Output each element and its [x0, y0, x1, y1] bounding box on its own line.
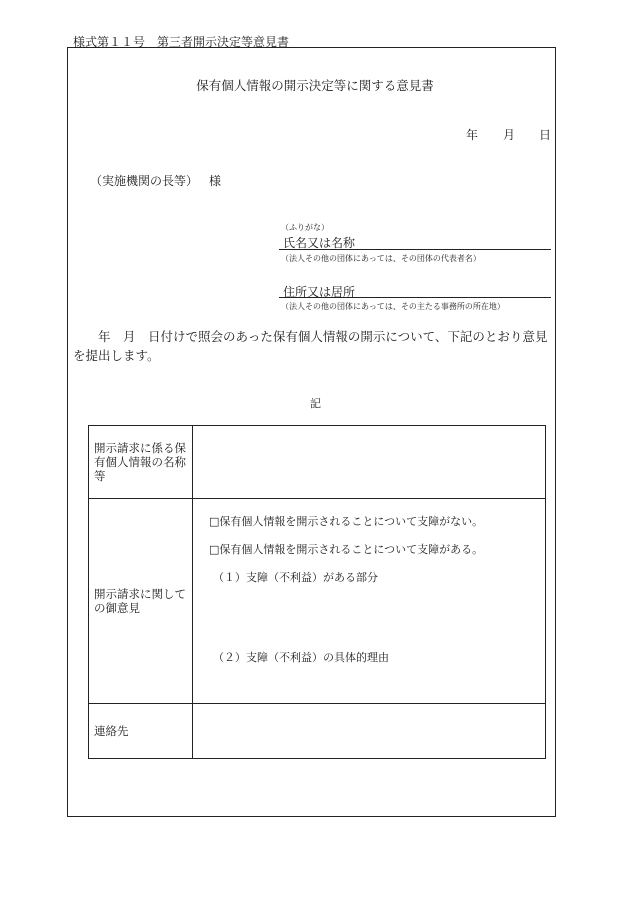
opinion-table: [88, 425, 546, 759]
option-no-issue[interactable]: □保有個人情報を開示されることについて支障がない。: [209, 515, 484, 528]
address-field-line[interactable]: [279, 297, 551, 298]
sub-item-affected-part: （１）支障（不利益）がある部分: [213, 571, 378, 584]
contact-cell[interactable]: [193, 704, 546, 759]
date-month: 月: [503, 128, 516, 142]
table-row: [89, 499, 546, 704]
opinion-cell: [193, 499, 546, 704]
date-day: 日: [539, 128, 552, 142]
row-label-opinion: 開示請求に関しての御意見: [89, 499, 193, 704]
addressee-honorific: 様: [209, 174, 222, 188]
row-label-info-name: 開示請求に係る保有個人情報の名称等: [89, 426, 193, 499]
body-paragraph: 年 月 日付けで照会のあった保有個人情報の開示について、下記のとおり意見を提出します。: [73, 329, 548, 363]
furigana-label: （ふりがな）: [281, 223, 329, 232]
table-row: [89, 426, 546, 499]
addressee-label: （実施機関の長等）: [90, 174, 199, 188]
row-label-contact: 連絡先: [89, 704, 193, 759]
form-number-label: 様式第１１号 第三者開示決定等意見書: [73, 35, 290, 49]
ki-heading: 記: [310, 397, 321, 410]
table-row: [89, 704, 546, 759]
sub-item-specific-reason: （２）支障（不利益）の具体的理由: [213, 651, 389, 664]
name-field-label: 氏名又は名称: [283, 236, 356, 250]
name-field-line[interactable]: [279, 249, 551, 250]
address-field-label: 住所又は居所: [283, 285, 356, 299]
address-field-note: （法人その他の団体にあっては、その主たる事務所の所在地）: [281, 302, 505, 311]
document-title: 保有個人情報の開示決定等に関する意見書: [196, 78, 434, 93]
name-field-note: （法人その他の団体にあっては、その団体の代表者名）: [281, 254, 481, 263]
option-issue[interactable]: □保有個人情報を開示されることについて支障がある。: [209, 543, 484, 556]
info-name-cell[interactable]: [193, 426, 546, 499]
date-year: 年: [466, 128, 479, 142]
